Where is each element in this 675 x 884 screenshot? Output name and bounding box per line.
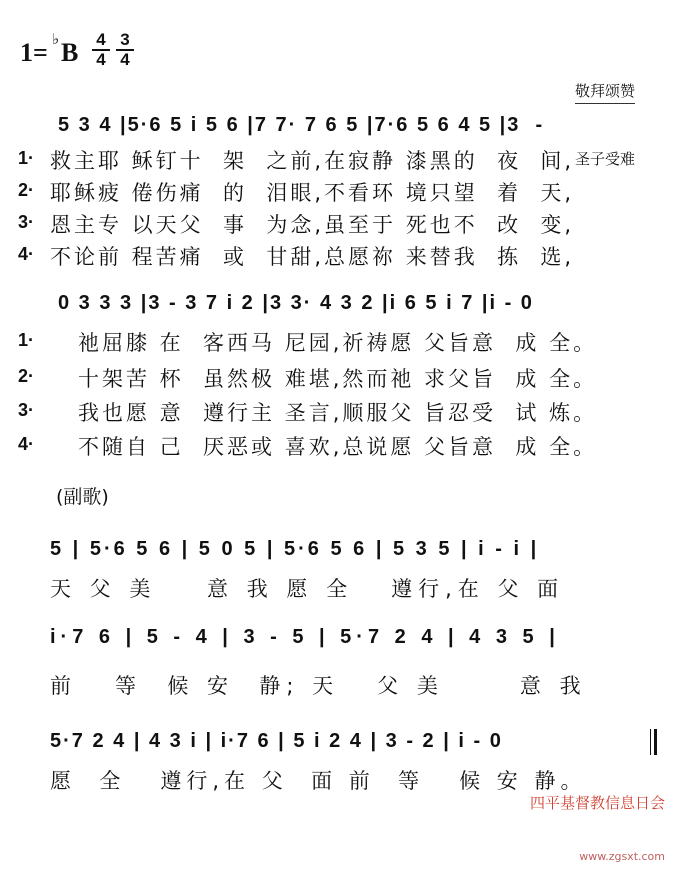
- verse-number-1: 1·: [18, 148, 35, 168]
- verse1-notes: 5 3 4 |5·6 5 i 5 6 |7 7· 7 6 5 |7·6 5 6 4 5 |3 -: [58, 114, 545, 136]
- chorus-lyric-2: 前 等 候 安 静; 天 父 美 意 我: [50, 674, 587, 698]
- verse2-number-2: 2·: [18, 366, 35, 386]
- verse1-lyric-4: 不论前 程苦痛 或 甘甜,总愿祢 来替我 拣 选,: [50, 245, 575, 269]
- watermark: [530, 758, 665, 884]
- verse2-lyric-1: 祂屈膝 在 客西马 尼园,祈祷愿 父旨意 成 全。: [78, 331, 598, 355]
- verse2-number-4: 4·: [18, 434, 35, 454]
- verse-number-3: 3·: [18, 212, 35, 232]
- meter2-bottom: 4: [120, 50, 130, 69]
- category-line-2: 圣子受难: [574, 150, 635, 168]
- chorus-notes-1: 5 | 5·6 5 6 | 5 0 5 | 5·6 5 6 | 5 3 5 | i - i |: [50, 538, 540, 560]
- watermark-line-1: 四平基督教信息日会: [529, 794, 665, 812]
- key-signature: 1=: [20, 38, 48, 67]
- verse2-lyric-3: 我也愿 意 遵行主 圣言,顺服父 旨忍受 试 炼。: [78, 401, 598, 425]
- verse1-lyric-1: 救主耶 稣钉十 架 之前,在寂静 漆黑的 夜 间,: [50, 149, 575, 173]
- meter1-bottom: 4: [96, 50, 106, 69]
- verse-number-2: 2·: [18, 180, 35, 200]
- time-signature-2: [116, 32, 134, 68]
- meter2-top: 3: [120, 30, 130, 49]
- chorus-notes-2: i·7 6 | 5 - 4 | 3 - 5 | 5·7 2 4 | 4 3 5 |: [50, 626, 560, 648]
- final-double-barline: [650, 729, 657, 755]
- chorus-lyric-1: 天 父 美 意 我 愿 全 遵行,在 父 面: [50, 577, 565, 601]
- verse2-lyric-2: 十架苦 杯 虽然极 难堪,然而祂 求父旨 成 全。: [78, 367, 598, 391]
- verse2-notes: 0 3 3 3 |3 - 3 7 i 2 |3 3· 4 3 2 |i 6 5 i 7 |i - 0: [58, 292, 534, 314]
- chorus-notes-3: 5·7 2 4 | 4 3 i | i·7 6 | 5 i 2 4 | 3 - 2 | i - 0: [50, 730, 503, 752]
- verse2-number-1: 1·: [18, 330, 35, 350]
- watermark-line-2: www.zgsxt.com: [579, 850, 665, 863]
- chorus-lyric-3: 愿 全 遵行,在 父 面 前 等 候 安 静。: [50, 769, 587, 793]
- verse2-number-3: 3·: [18, 400, 35, 420]
- category-line-1: 敬拜颂赞: [575, 80, 635, 104]
- key-note: B: [61, 38, 79, 67]
- verse1-lyric-3: 恩主专 以天父 事 为念,虽至于 死也不 改 变,: [50, 213, 575, 237]
- meter1-top: 4: [96, 30, 106, 49]
- chorus-label: (副歌): [56, 486, 109, 508]
- category-label: [575, 36, 635, 192]
- verse2-lyric-4: 不随自 己 厌恶或 喜欢,总说愿 父旨意 成 全。: [78, 435, 598, 459]
- verse1-lyric-2: 耶稣疲 倦伤痛 的 泪眼,不看环 境只望 着 天,: [50, 181, 575, 205]
- verse-number-4: 4·: [18, 244, 35, 264]
- time-signature-1: [92, 32, 110, 68]
- flat-symbol: ♭: [52, 30, 60, 48]
